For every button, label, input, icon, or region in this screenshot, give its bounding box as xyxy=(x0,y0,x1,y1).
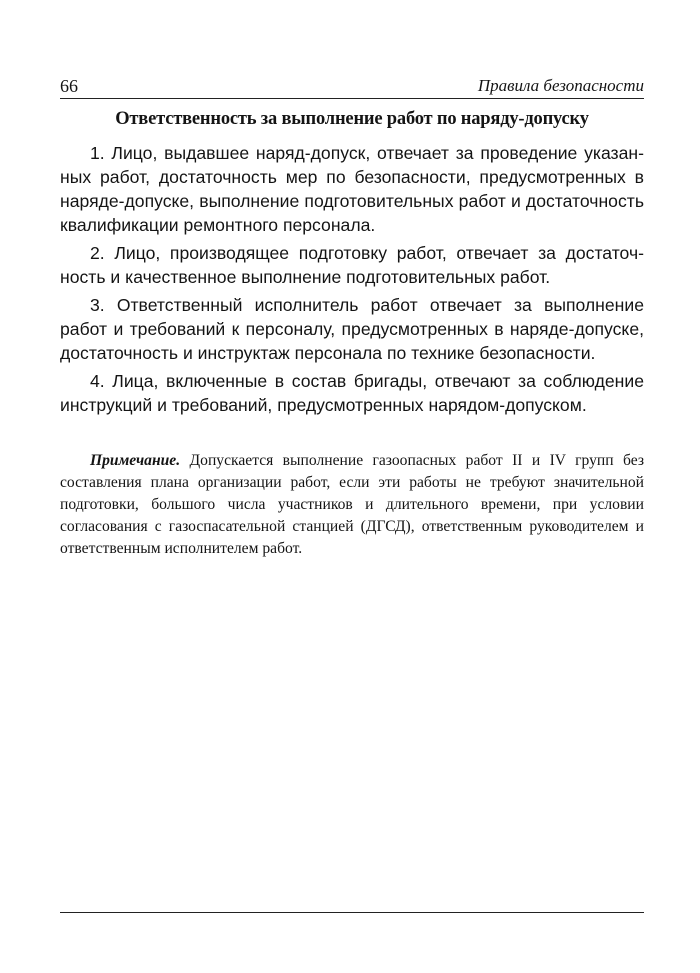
paragraph-2: 2. Лицо, производящее подготовку работ, отвечает за достаточность и качественное выполнение подготовительных работ. xyxy=(60,243,644,287)
running-header xyxy=(60,74,644,99)
body-text xyxy=(60,141,644,421)
page-number: 66 xyxy=(60,76,78,96)
note-paragraph xyxy=(60,450,644,560)
note-label: Примечание. xyxy=(90,451,181,469)
document-page xyxy=(60,0,644,973)
running-title: Правила безопасности xyxy=(477,76,644,95)
paragraph-3: 3. Ответственный исполнитель работ отвечает за выполнение работ и требований к персоналу, предусмотренных в наряде-допуске, достаточность и инструктаж персонала по технике безопасности. xyxy=(60,295,644,363)
section-title: Ответственность за выполнение работ по наряду-допуску xyxy=(115,109,589,129)
note-text: Допускается выполнение газоопасных работ II и IV групп без составления плана организации работ, если эти работы не требуют значительной подготовки, большого числа участников и длительного времени, при условии согласования с газоспасательной станцией (ДГСД), ответственным руководителем и ответственным исполнителем работ. xyxy=(60,451,644,557)
paragraph-4: 4. Лица, включенные в состав бригады, отвечают за соблюдение инструкций и требований, предусмотренных нарядом-допуском. xyxy=(60,371,644,415)
footer-rule xyxy=(60,912,644,913)
paragraph-1: 1. Лицо, выдавшее наряд-допуск, отвечает за проведение указанных работ, достаточность мер по безопасности, предусмотренных в наряде-допуске, выполнение подготовительных работ и достаточность квалификации ремонтного персонала. xyxy=(60,143,644,235)
